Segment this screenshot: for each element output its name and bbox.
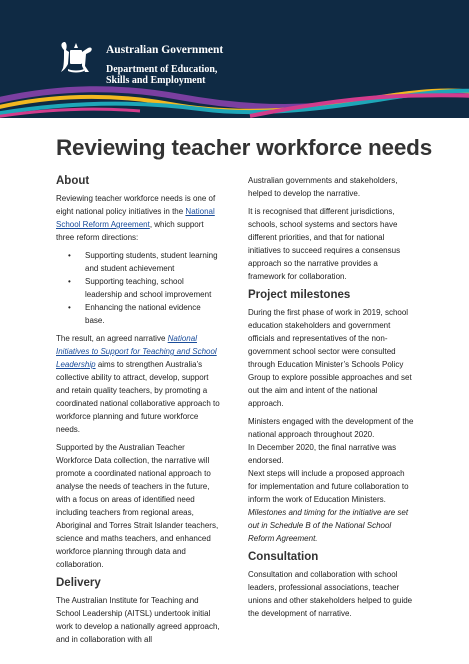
department-name-line-2: Skills and Employment (106, 75, 206, 86)
delivery-heading: Delivery (56, 577, 101, 589)
milestones-endorsed-text: In December 2020, the final narrative was endorsed. (248, 443, 397, 465)
header-banner (0, 0, 469, 118)
about-p1-text: Reviewing teacher workforce needs is one of eight national policy initiatives in the (56, 194, 216, 216)
right-column (248, 174, 414, 625)
government-name: Australian Government (106, 44, 224, 56)
about-paragraph-1 (56, 192, 222, 244)
national-initiatives-link[interactable]: National Initiatives to Support for Teaching and School Leadership (56, 334, 217, 369)
about-paragraph-2 (56, 332, 222, 436)
list-item: • Supporting students, student learning and student achievement (56, 249, 222, 275)
consultation-heading: Consultation (248, 551, 319, 563)
project-milestones-heading: Project milestones (248, 289, 351, 301)
milestones-paragraph-2 (248, 415, 414, 545)
list-item: • Supporting teaching, school leadership and school improvement (56, 275, 222, 301)
milestones-timing-note: Milestones and timing for the initiative are set out in Schedule B of the National School Reform Agreement. (248, 508, 409, 543)
reform-directions-list (56, 249, 222, 327)
national-school-reform-agreement-link[interactable]: National School Reform Agreement (56, 207, 215, 229)
milestones-2020-text: Ministers engaged with the development of the national approach throughout 2020. (248, 417, 414, 439)
left-column (56, 174, 222, 651)
about-p2-text-end: aims to strengthen Australia’s collective ability to attract, develop, support and retain quality teachers, by promoting a coordinated national collaborative approach to workforce planning and future workforce needs. (56, 360, 220, 434)
about-paragraph-3: Supported by the Australian Teacher Workforce Data collection, the narrative will promote a coordinated national approach to analyse the needs of teachers in the future, with a focus on areas of identified need including teachers from regional areas, Aboriginal and Torres Strait Islander teachers, science and maths teachers, and enhanced workforce planning through data and collaboration. (56, 443, 219, 569)
list-item: • Enhancing the national evidence base. (56, 301, 222, 327)
government-logo-text (106, 44, 223, 86)
delivery-paragraph-2: It is recognised that different jurisdictions, schools, school systems and sectors have different priorities, and that for national initiatives to succeed requires a consensus approach so the narrative provides a framework for collaboration. (248, 207, 401, 281)
department-name-line-1: Department of Education, (106, 64, 218, 75)
milestones-next-steps-text: Next steps will include a proposed approach for implementation and future collaboration to inform the work of Education Ministers. (248, 469, 409, 504)
delivery-paragraph-1-continued: Australian governments and stakeholders, helped to develop the narrative. (248, 176, 398, 198)
coat-of-arms-icon (58, 40, 94, 74)
about-heading: About (56, 175, 90, 187)
department-name (106, 64, 223, 86)
consultation-paragraph-1: Consultation and collaboration with school leaders, professional associations, teacher unions and other stakeholders helped to guide the development of narrative. (248, 570, 413, 618)
page-title: Reviewing teacher workforce needs (56, 135, 433, 160)
about-p2-text: The result, an agreed narrative (56, 334, 168, 343)
milestones-paragraph-1: During the first phase of work in 2019, school education stakeholders and government officials and representatives of the non-government school sector were consulted through Education Minister’s Schools Policy Group to explore possible approaches and set out the aim and intent of the national approach. (248, 308, 412, 408)
about-p1-text-end: , which support three reform directions: (56, 220, 204, 242)
delivery-paragraph-1: The Australian Institute for Teaching and School Leadership (AITSL) undertook initial work to develop a nationally agreed approach, and in collaboration with all (56, 596, 220, 644)
